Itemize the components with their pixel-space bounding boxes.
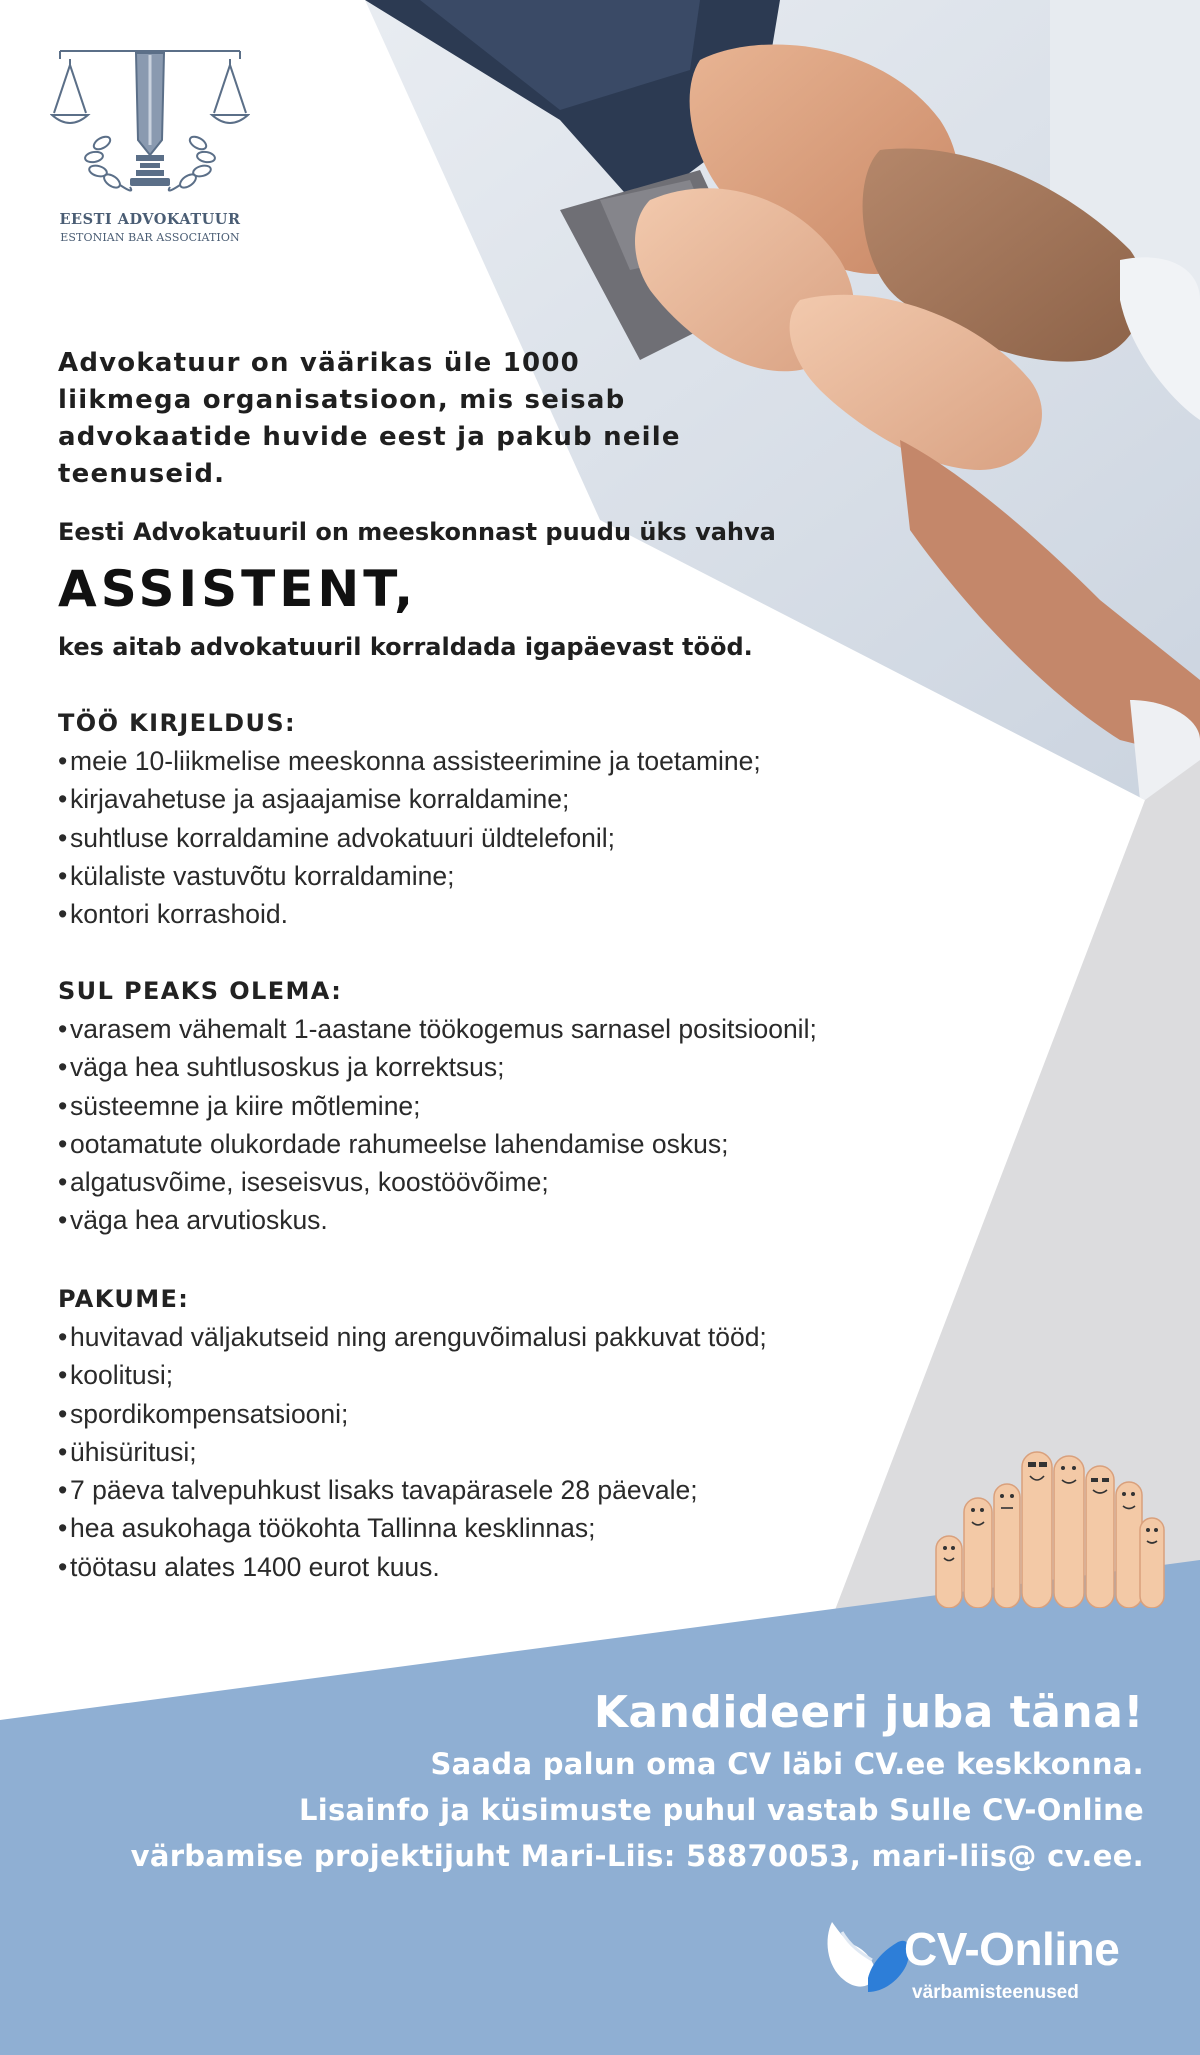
bullet-icon: • [58, 899, 68, 930]
intro-line: advokaatide huvide eest ja pakub neile [58, 422, 681, 452]
bullet-icon: • [58, 1090, 68, 1121]
cta-line: Lisainfo ja küsimuste puhul vastab Sulle CV-Online [298, 1793, 1144, 1827]
list-item: • ootamatute olukordade rahumeelse lahendamise oskus; [58, 1125, 918, 1163]
bullet-icon: • [58, 1436, 68, 1467]
brand-name: CV-Online [904, 1923, 1120, 1975]
brand-tagline: värbamisteenused [912, 1982, 1079, 2003]
list-item: • külaliste vastuvõtu korraldamine; [58, 857, 918, 895]
bullet-icon: • [58, 1014, 68, 1044]
list-item: • algatusvõime, iseseisvus, koostöövõime; [58, 1163, 918, 1201]
logo-name-english: ESTONIAN BAR ASSOCIATION [60, 231, 240, 244]
list-item: • süsteemne ja kiire mõtlemine; [58, 1087, 918, 1125]
intro-line: teenuseid. [58, 459, 226, 489]
list-item: • varasem vähemalt 1-aastane töökogemus sarnasel positsioonil; [58, 1010, 918, 1048]
cta-title: Kandideeri juba täna! [593, 1687, 1144, 1738]
bullet-icon: • [58, 1513, 68, 1544]
bullet-icon: • [58, 1360, 68, 1391]
intro-line: Advokatuur on väärikas üle 1000 [58, 348, 580, 378]
bullet-icon: • [58, 1398, 68, 1429]
section-job-description [58, 708, 918, 933]
bullet-icon: • [58, 784, 68, 815]
position-subline: kes aitab advokatuuril korraldada igapäevast tööd. [58, 633, 753, 661]
intro-line: liikmega organisatsioon, mis seisab [58, 385, 626, 415]
list-item: • väga hea suhtlusoskus ja korrektsus; [58, 1048, 918, 1086]
section-requirements [58, 976, 918, 1240]
lead-sentence: Eesti Advokatuuril on meeskonnast puudu üks vahva [58, 518, 776, 546]
list-item: • koolitusi; [58, 1356, 918, 1394]
bullet-icon: • [58, 1322, 68, 1352]
bullet-icon: • [58, 746, 68, 776]
bullet-icon: • [58, 1167, 68, 1198]
list-item: • 7 päeva talvepuhkust lisaks tavapärasele 28 päevale; [58, 1471, 918, 1509]
bullet-icon: • [58, 1052, 68, 1083]
logo-name-estonian: EESTI ADVOKATUUR [59, 211, 241, 228]
call-to-action [131, 1685, 1144, 1879]
bullet-icon: • [58, 1551, 68, 1582]
cv-online-brand [822, 1908, 1142, 2018]
list-item: • ühisüritusi; [58, 1433, 918, 1471]
estonian-bar-association-logo [50, 45, 250, 255]
list-item: • kirjavahetuse ja asjaajamise korraldamine; [58, 780, 918, 818]
list-item: • töötasu alates 1400 eurot kuus. [58, 1548, 918, 1586]
bullet-icon: • [58, 1205, 68, 1236]
scales-of-justice-icon [50, 45, 250, 205]
bullet-icon: • [58, 822, 68, 853]
bullet-icon: • [58, 1475, 68, 1506]
section-heading: PAKUME: [58, 1285, 190, 1313]
cv-online-logo-icon [822, 1908, 912, 1998]
list-item: • väga hea arvutioskus. [58, 1201, 918, 1239]
list-item: • meie 10-liikmelise meeskonna assisteerimine ja toetamine; [58, 742, 918, 780]
bullet-list [58, 1318, 918, 1586]
list-item: • suhtluse korraldamine advokatuuri üldtelefonil; [58, 819, 918, 857]
list-item: • hea asukohaga töökohta Tallinna kesklinnas; [58, 1509, 918, 1547]
list-item: • huvitavad väljakutseid ning arenguvõimalusi pakkuvat tööd; [58, 1318, 918, 1356]
position-title: ASSISTENT, [58, 560, 418, 618]
list-item: • spordikompensatsiooni; [58, 1395, 918, 1433]
bullet-list [58, 742, 918, 933]
cta-line: Saada palun oma CV läbi CV.ee keskkonna. [430, 1747, 1144, 1781]
list-item: • kontori korrashoid. [58, 895, 918, 933]
bullet-icon: • [58, 1128, 68, 1159]
finger-faces-icon [928, 1438, 1168, 1608]
bullet-icon: • [58, 860, 68, 891]
cta-contact-line: värbamise projektijuht Mari-Liis: 58870053, mari-liis@ cv.ee. [130, 1839, 1144, 1873]
bullet-list [58, 1010, 918, 1240]
section-heading: SUL PEAKS OLEMA: [58, 977, 343, 1005]
section-heading: TÖÖ KIRJELDUS: [58, 709, 297, 737]
section-offer [58, 1284, 918, 1586]
intro-paragraph [58, 345, 698, 493]
